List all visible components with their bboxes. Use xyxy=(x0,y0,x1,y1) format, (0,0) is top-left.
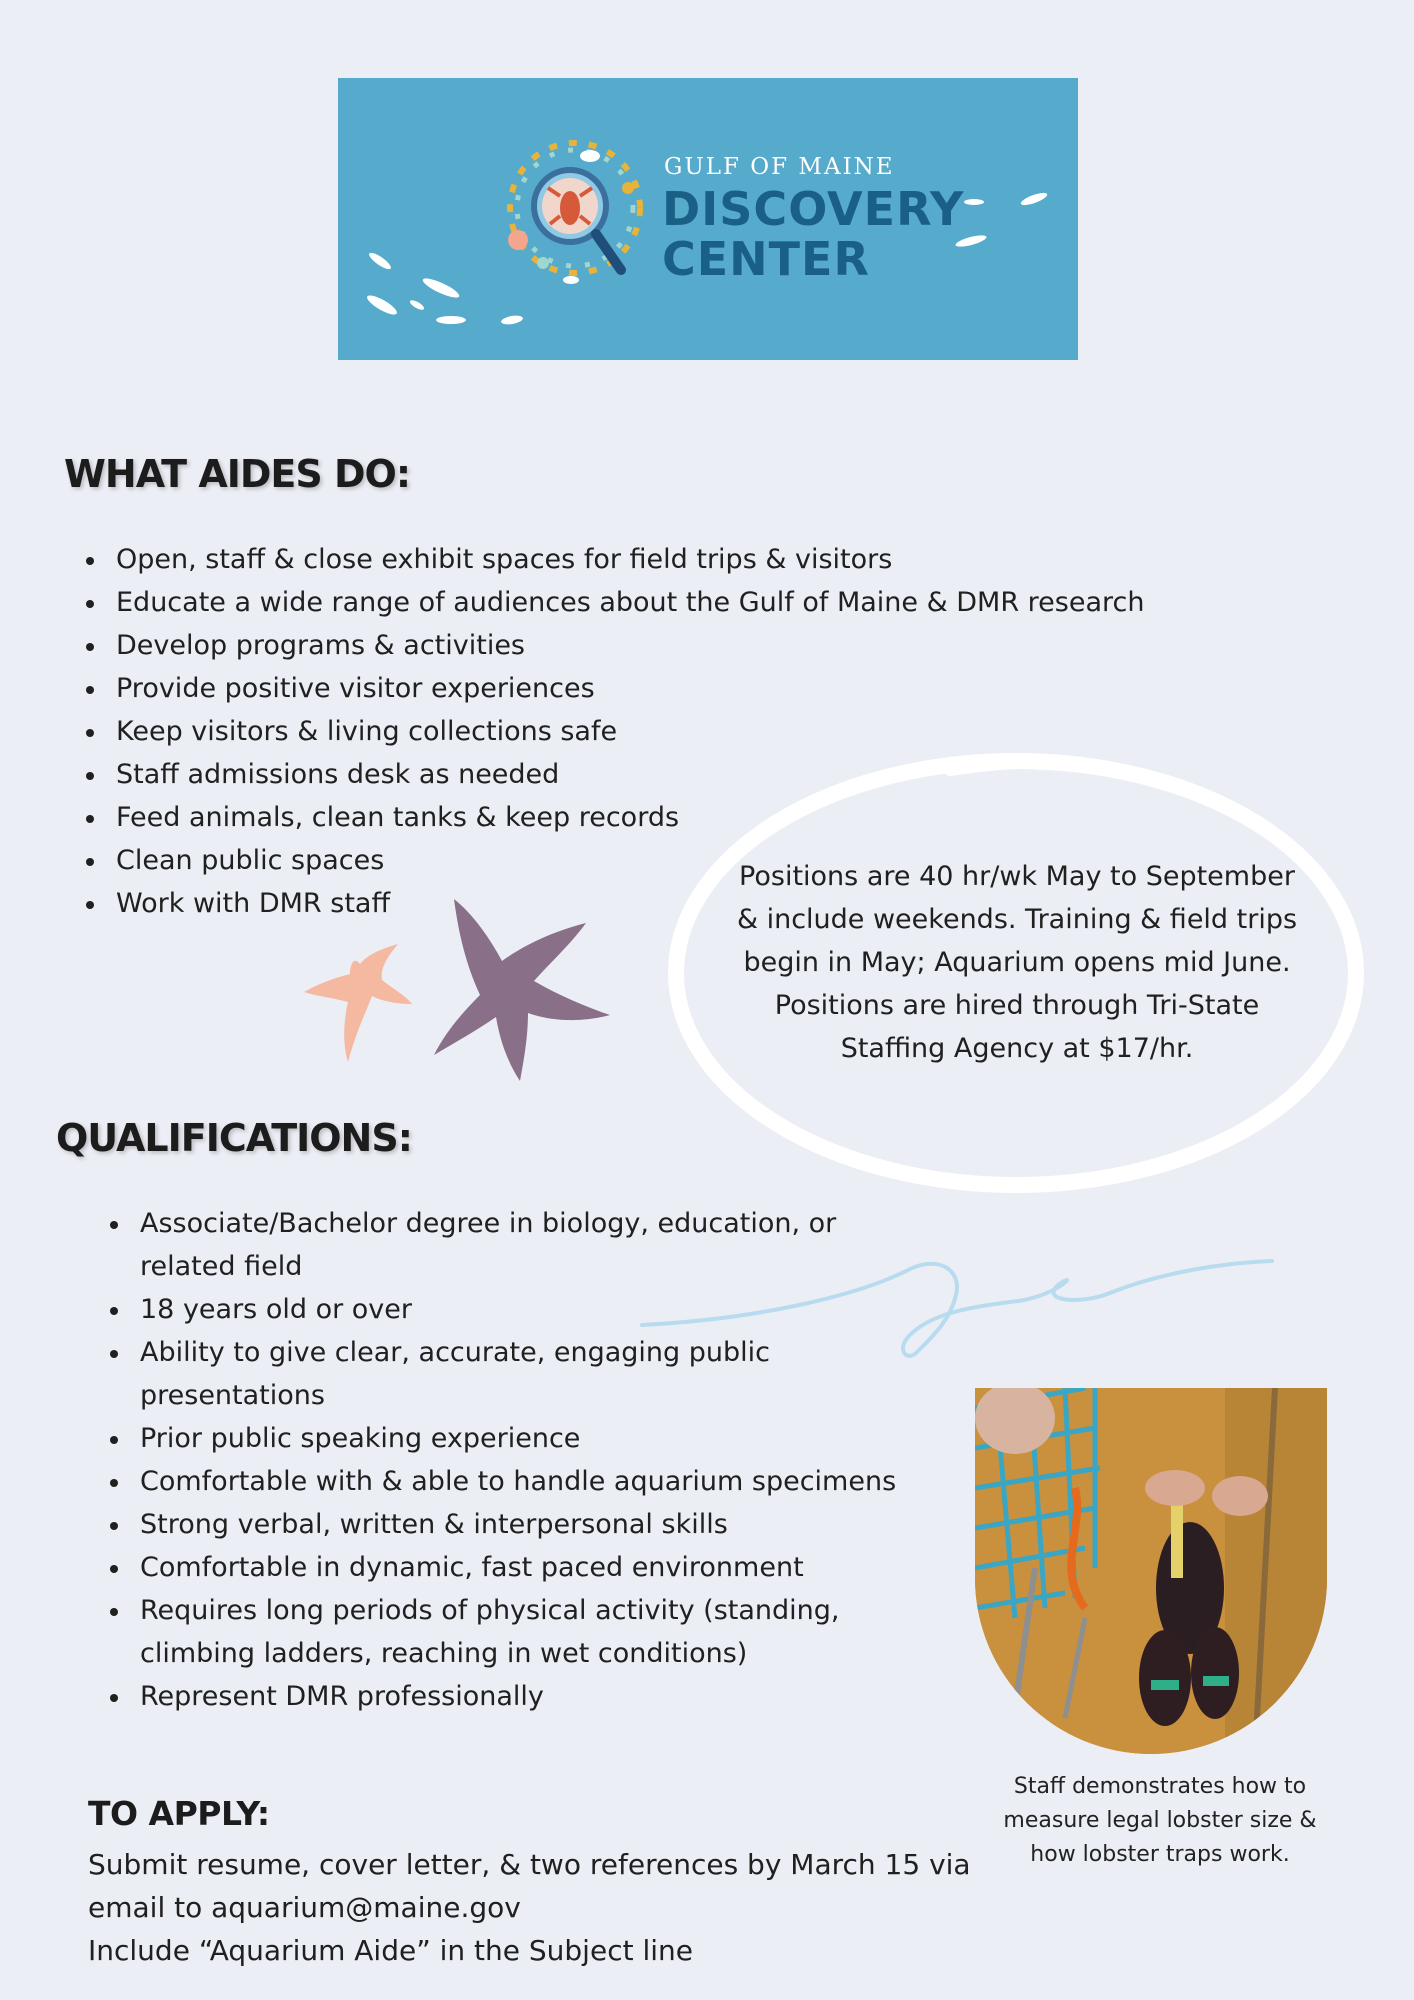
qualification-item xyxy=(108,1675,968,1718)
logo-subtitle: GULF OF MAINE xyxy=(664,154,895,180)
note-line: Positions are 40 hr/wk May to September xyxy=(739,861,1295,892)
magnifier-lobster-logo xyxy=(508,143,640,284)
apply-instructions xyxy=(88,1843,988,1972)
duty-item: Open, staff & close exhibit spaces for field trips & visitors xyxy=(84,538,1184,581)
caption-line: measure legal lobster size & xyxy=(1003,1808,1317,1833)
starfish-large-icon xyxy=(424,895,618,1085)
position-details-note xyxy=(712,855,1322,1070)
qualification-line: 18 years old or over xyxy=(140,1294,412,1325)
caption-line: how lobster traps work. xyxy=(1030,1842,1290,1867)
wave-decoration xyxy=(640,1255,1280,1365)
note-line: Positions are hired through Tri-State xyxy=(774,990,1260,1021)
apply-subject-line: Include “Aquarium Aide” in the Subject line xyxy=(88,1934,693,1967)
qualification-line: Represent DMR professionally xyxy=(140,1681,544,1712)
qualification-line: Prior public speaking experience xyxy=(140,1423,581,1454)
duties-heading: WHAT AIDES DO: xyxy=(64,452,411,496)
duty-item: Staff admissions desk as needed xyxy=(84,753,1184,796)
logo-title-line2: CENTER xyxy=(662,232,870,286)
photo-caption xyxy=(980,1770,1340,1872)
qualification-line: Comfortable with & able to handle aquarium specimens xyxy=(140,1466,897,1497)
starfish-small-icon xyxy=(298,892,416,1068)
qualification-item xyxy=(108,1546,968,1589)
duty-item: Develop programs & activities xyxy=(84,624,1184,667)
qualification-line: Ability to give clear, accurate, engaging public xyxy=(140,1337,771,1368)
qualification-line: Strong verbal, written & interpersonal skills xyxy=(140,1509,728,1540)
qualification-item xyxy=(108,1589,968,1675)
duty-item: Clean public spaces xyxy=(84,839,1184,882)
lobster-photo-illustration xyxy=(975,1388,1327,1754)
apply-email-line: email to aquarium@maine.gov xyxy=(88,1891,521,1924)
duty-item: Work with DMR staff xyxy=(84,882,1184,925)
apply-line: Submit resume, cover letter, & two references by March 15 via xyxy=(88,1848,971,1881)
qualification-line: climbing ladders, reaching in wet conditions) xyxy=(140,1638,748,1669)
header-banner xyxy=(338,78,1078,360)
qualification-item xyxy=(108,1503,968,1546)
logo-title-line1: DISCOVERY xyxy=(662,182,965,236)
note-line: Staffing Agency at $17/hr. xyxy=(840,1033,1194,1064)
qualification-line: presentations xyxy=(140,1380,325,1411)
note-line: begin in May; Aquarium opens mid June. xyxy=(743,947,1291,978)
qualifications-heading: QUALIFICATIONS: xyxy=(56,1116,412,1160)
qualification-item xyxy=(108,1417,968,1460)
note-line: & include weekends. Training & field trips xyxy=(736,904,1298,935)
qualification-line: Requires long periods of physical activity (standing, xyxy=(140,1595,840,1626)
duty-item: Educate a wide range of audiences about the Gulf of Maine & DMR research xyxy=(84,581,1184,624)
duty-item: Feed animals, clean tanks & keep records xyxy=(84,796,1184,839)
duty-item: Provide positive visitor experiences xyxy=(84,667,1184,710)
qualification-item xyxy=(108,1460,968,1503)
duty-item: Keep visitors & living collections safe xyxy=(84,710,1184,753)
qualification-line: Associate/Bachelor degree in biology, education, or xyxy=(140,1208,837,1239)
qualification-line: Comfortable in dynamic, fast paced environment xyxy=(140,1552,804,1583)
qualification-line: related field xyxy=(140,1251,303,1282)
caption-line: Staff demonstrates how to xyxy=(1013,1774,1307,1799)
lobster-demo-photo xyxy=(975,1388,1327,1754)
apply-heading: TO APPLY: xyxy=(88,1794,270,1833)
